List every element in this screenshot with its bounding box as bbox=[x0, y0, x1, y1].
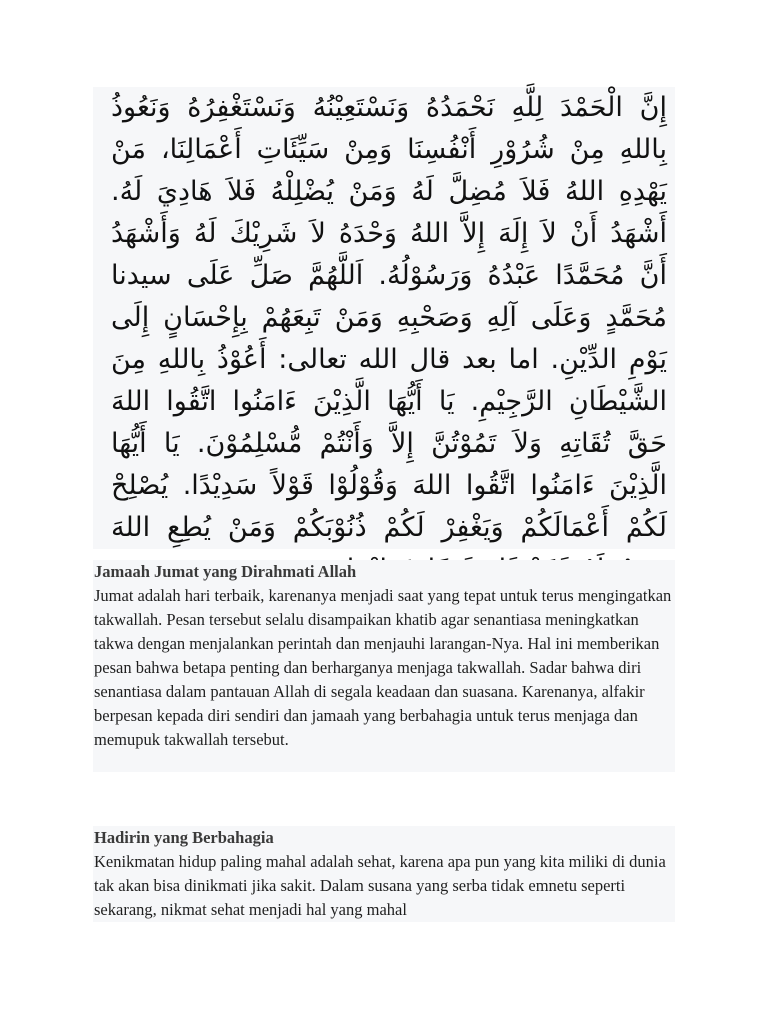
section-hadirin bbox=[93, 826, 675, 922]
section-heading: Hadirin yang Berbahagia bbox=[94, 828, 274, 847]
section-body: Kenikmatan hidup paling mahal adalah sehat, karena apa pun yang kita miliki di dunia tak akan bisa dinikmati jika sakit. Dalam susana yang serba tidak emnetu seperti sekarang, nikmat sehat menjadi hal yang mahal bbox=[94, 852, 666, 919]
section-heading: Jamaah Jumat yang Dirahmati Allah bbox=[94, 562, 357, 581]
arabic-opening-text: إِنَّ الْحَمْدَ لِلَّهِ نَحْمَدُهُ وَنَسْتَعِيْنُهُ وَنَسْتَغْفِرُهُ وَنَعُوذُ بِاللهِ مِنْ شُرُوْرِ أَنْفُسِنَا وَمِنْ سَيِّئَاتِ أَعْمَالِنَا، مَنْ يَهْدِهِ اللهُ فَلاَ مُضِلَّ لَهُ وَمَنْ يُضْلِلْهُ فَلاَ هَادِيَ لَهُ. أَشْهَدُ أَنْ لاَ إِلَهَ إِلاَّ اللهُ وَحْدَهُ لاَ شَرِيْكَ لَهُ وَأَشْهَدُ أَنَّ مُحَمَّدًا عَبْدُهُ وَرَسُوْلُهُ. اَللَّهُمَّ صَلِّ عَلَى سيدنا مُحَمَّدٍ وَعَلَى آلِهِ وَصَحْبِهِ وَمَنْ تَبِعَهُمْ بِإِحْسَانٍ إِلَى يَوْمِ الدِّيْنِ. اما بعد قال الله تعالى: أَعُوْذُ بِاللهِ مِنَ الشَّيْطَانِ الرَّجِيْمِ. يَا أَيُّهَا الَّذِيْنَ ءَامَنُوا اتَّقُوا اللهَ حَقَّ تُقَاتِهِ وَلاَ تَمُوْتُنَّ إِلاَّ وَأَنْتُمْ مُّسْلِمُوْنَ. يَا أَيُّهَا الَّذِيْنَ ءَامَنُوا اتَّقُوا اللهَ وَقُوْلُوْا قَوْلاً سَدِيْدًا. يُصْلِحْ لَكُمْ أَعْمَالَكُمْ وَيَغْفِرْ لَكُمْ ذُنُوْبَكُمْ وَمَنْ يُطِعِ اللهَ bbox=[111, 92, 667, 543]
arabic-opening-block bbox=[93, 87, 675, 549]
section-body: Jumat adalah hari terbaik, karenanya menjadi saat yang tepat untuk terus mengingatkan takwallah. Pesan tersebut selalu disampaikan khatib agar senantiasa meningkatkan takwa dengan menjalankan perintah dan menjauhi larangan-Nya. Hal ini memberikan pesan bahwa betapa penting dan berharganya menjaga takwallah. Sadar bahwa diri senantiasa dalam pantauan Allah di segala keadaan dan suasana. Karenanya, alfakir berpesan kepada diri sendiri dan jamaah yang berbahagia untuk terus menjaga dan memupuk takwallah tersebut. bbox=[94, 586, 672, 749]
section-jamaah-jumat bbox=[93, 560, 675, 772]
